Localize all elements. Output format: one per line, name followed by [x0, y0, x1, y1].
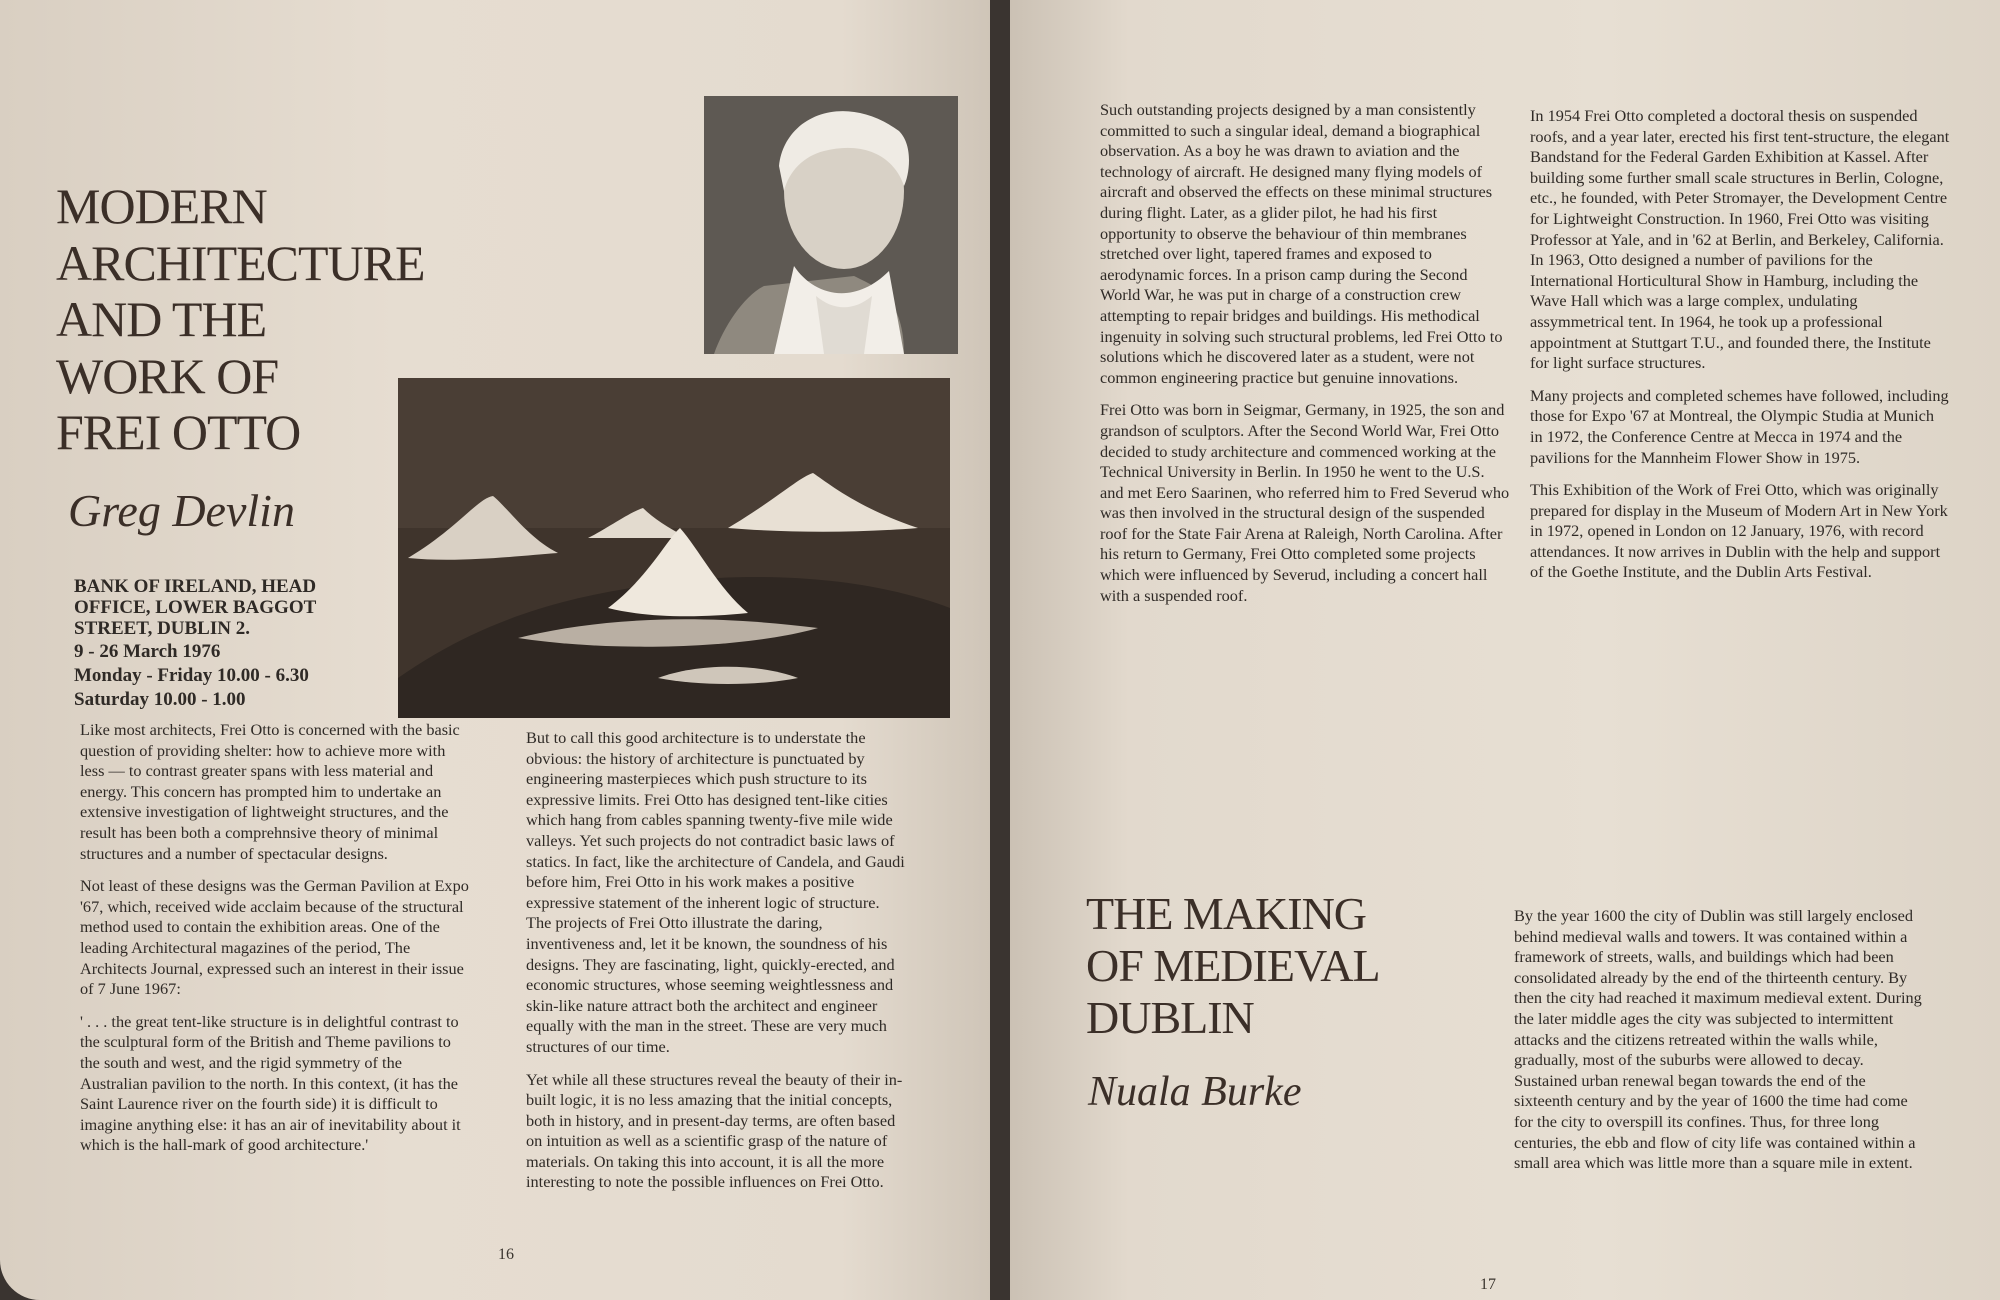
title-line: AND THE [56, 291, 267, 347]
medieval-dublin-body [1514, 906, 1924, 1186]
left-column-2 [526, 728, 906, 1205]
venue-line: OFFICE, LOWER BAGGOT [74, 597, 317, 618]
paragraph: In 1954 Frei Otto completed a doctoral thesis on suspended roofs, and a year later, erected his first tent-structure, the elegant Bandstand for the Federal Garden Exhibition at Kassel. After building some further small scale structures in Berlin, Cologne, etc., he founded, with Peter Stromayer, the Development Centre for Lightweight Construction. In 1960, Frei Otto was visiting Professor at Yale, and in '62 at Berlin, and Berkeley, California. In 1963, Otto designed a number of pavilions for the International Horticultural Show in Hamburg, including the Wave Hall which was a large complex, undulating assymmetrical tent. In 1964, he took up a professional appointment at Stuttgart T.U., and founded there, the Institute for light surface structures. [1530, 106, 1950, 373]
portrait-figure-icon [704, 96, 958, 354]
title-line: DUBLIN [1086, 991, 1254, 1043]
title-line: OF MEDIEVAL [1086, 939, 1380, 991]
article-title-medieval-dublin [1086, 888, 1506, 1044]
venue-line: BANK OF IRELAND, HEAD [74, 576, 317, 597]
left-page [0, 0, 990, 1300]
venue-block [74, 576, 394, 710]
right-column-1 [1100, 100, 1510, 618]
article-author: Nuala Burke [1088, 1069, 1302, 1115]
paragraph: Yet while all these structures reveal the beauty of their in-built logic, it is no less amazing that the initial concepts, both in history, and in present-day terms, are often based on intuition as well as a scientific grasp of the nature of materials. On taking this into account, it is all the more interesting to note the possible influences on Frei Otto. [526, 1069, 903, 1192]
hours-weekday: Monday - Friday 10.00 - 6.30 [74, 665, 309, 686]
exhibition-dates: 9 - 26 March 1976 [74, 641, 221, 662]
paragraph: Not least of these designs was the German Pavilion at Expo '67, which, received wide acclaim because of the structural method used to contain the exhibition areas. One of the leading Architectural magazines of the period, The Architects Journal, expressed such an interest in their issue of 7 June 1967: [80, 876, 469, 999]
right-column-2 [1530, 106, 1950, 595]
left-column-1 [80, 720, 472, 1168]
title-line: ARCHITECTURE [56, 234, 425, 291]
title-line: WORK OF [56, 347, 279, 404]
paragraph: Frei Otto was born in Seigmar, Germany, in 1925, the son and grandson of sculptors. After the Second World War, Frei Otto decided to study architecture and commenced working at the Technical University in Berlin. In 1950 he went to the U.S. and met Eero Saarinen, who referred him to Fred Severud who was then involved in the structural design of the suspended roof for the State Fair Arena at Raleigh, North Carolina. After his return to Germany, Frei Otto completed some projects which were influenced by Severud, including a concert hall with a suspended roof. [1100, 400, 1510, 605]
venue-line: STREET, DUBLIN 2. [74, 618, 250, 639]
article-author: Greg Devlin [68, 485, 295, 536]
title-line: MODERN [56, 178, 267, 234]
title-line: FREI OTTO [56, 404, 301, 460]
paragraph: Such outstanding projects designed by a man consistently committed to such a singular ideal, demand a biographical observation. As a boy he was drawn to aviation and the technology of aircraft. He designed many flying models of aircraft and observed the effects on these minimal structures during flight. Later, as a glider pilot, he had his first opportunity to observe the behaviour of thin membranes stretched over light, tapered frames and exposed to aerodynamic forces. In a prison camp during the Second World War, he was put in charge of a construction crew attempting to repair bridges and buildings. His methodical ingenuity in solving such structural problems, led Frei Otto to solutions which he discovered later as a student, were not common engineering practice but genuine innovations. [1100, 100, 1503, 387]
paragraph: Many projects and completed schemes have followed, including those for Expo '67 at Montreal, the Olympic Studia at Munich in 1972, the Conference Centre at Mecca in 1974 and the pavilions for the Mannheim Flower Show in 1975. [1530, 385, 1949, 467]
tent-pavilion-icon [398, 378, 950, 718]
paragraph: By the year 1600 the city of Dublin was still largely enclosed behind medieval walls and towers. It was contained within a framework of streets, walls, and buildings which had been consolidated already by the end of the thirteenth century. By then the city had reached it maximum medieval extent. During the later middle ages the city was subjected to intermittent attacks and the citizens retreated within the walls while, gradually, most of the suburbs were allowed to decay. Sustained urban renewal began towards the end of the sixteenth century and by the year of 1600 the time had come for the city to overspill its confines. Thus, for three long centuries, the ebb and flow of city life was contained within a small area which was little more than a square mile in extent. [1514, 906, 1922, 1173]
expo-pavilion-photo [398, 378, 950, 718]
page-number: 16 [498, 1246, 514, 1263]
portrait-photo [704, 96, 958, 354]
page-number: 17 [1480, 1276, 1496, 1293]
paragraph: But to call this good architecture is to understate the obvious: the history of architecture is punctuated by engineering masterpieces which push structure to its expressive limits. Frei Otto has designed tent-like cities which hang from cables spanning twenty-five mile wide valleys. Yet such projects do not contradict basic laws of statics. In fact, like the architecture of Candela, and Gaudi before him, Frei Otto in his work makes a positive expressive statement of the inherent logic of structure. The projects of Frei Otto illustrate the daring, inventiveness and, let it be known, the soundness of his designs. They are fascinating, light, quickly-erected, and economic structures, whose seeming weightlessness and skin-like nature attract both the architect and engineer equally with the man in the street. These are very much structures of our time. [526, 728, 905, 1056]
right-page [1010, 0, 2000, 1300]
paragraph: ' . . . the great tent-like structure is in delightful contrast to the sculptural form of the British and Theme pavilions to the south and west, and the rigid symmetry of the Australian pavilion to the north. In this context, (it has the Saint Laurence river on the fourth side) it is difficult to imagine anything else: it has an air of inevitability about it which is the hall-mark of good architecture.' [80, 1011, 461, 1155]
paragraph: This Exhibition of the Work of Frei Otto, which was originally prepared for display in the Museum of Modern Art in New York in 1972, opened in London on 12 January, 1976, with record attendances. It now arrives in Dublin with the help and support of the Goethe Institute, and the Dublin Arts Festival. [1530, 480, 1948, 582]
hours-saturday: Saturday 10.00 - 1.00 [74, 689, 246, 710]
article-title-frei-otto [56, 178, 456, 461]
paragraph: Like most architects, Frei Otto is concerned with the basic question of providing shelter: how to achieve more with less — to contrast greater spans with less material and energy. This concern has prompted him to undertake an extensive investigation of lightweight structures, and the result has been both a comprehnsive theory of minimal structures and a number of spectacular designs. [80, 720, 460, 863]
title-line: THE MAKING [1086, 888, 1367, 939]
